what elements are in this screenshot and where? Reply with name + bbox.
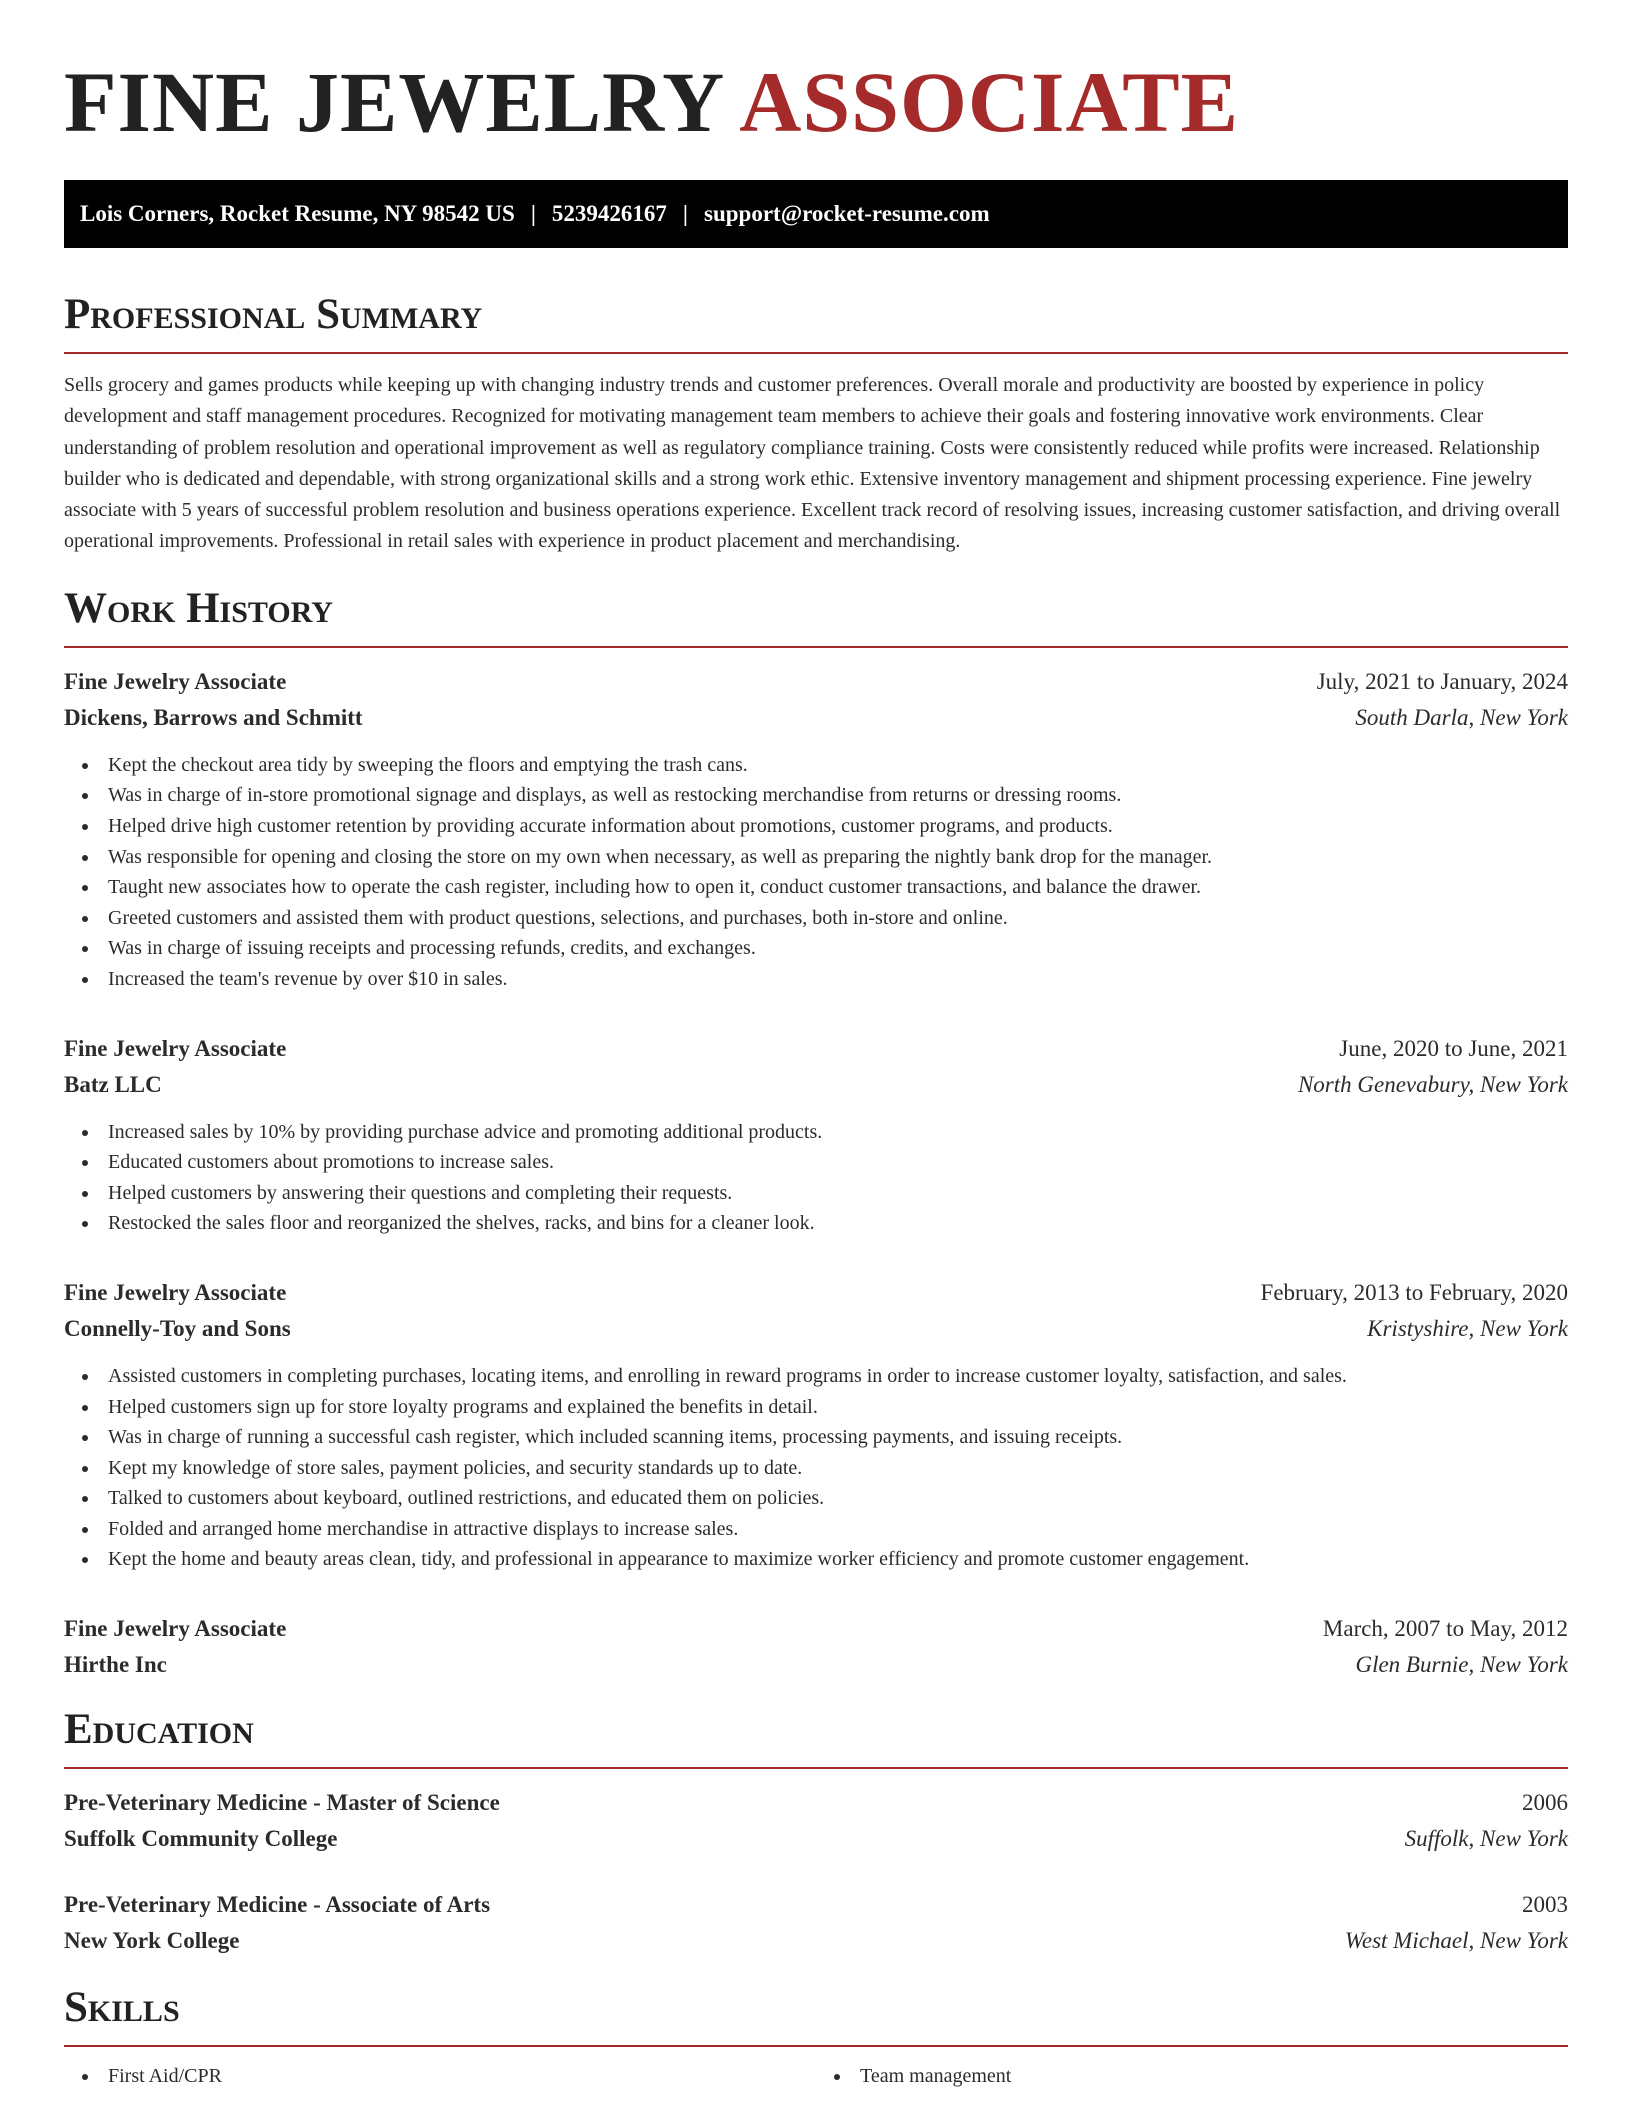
education-section (64, 1705, 1568, 1959)
bullet-item: Restocked the sales floor and reorganized the shelves, racks, and bins for a cleaner look. (64, 1208, 1568, 1239)
job-company: Batz LLC (64, 1071, 162, 1097)
work-history-section (64, 584, 1568, 1683)
job-title: Fine Jewelry Associate (64, 1035, 287, 1061)
bullet-item: Kept the checkout area tidy by sweeping the floors and emptying the trash cans. (64, 750, 1568, 781)
bullet-item: Increased sales by 10% by providing purchase advice and promoting additional products. (64, 1117, 1568, 1148)
title-accent: ASSOCIATE (739, 54, 1239, 150)
summary-heading: Professional Summary (64, 291, 483, 338)
education-entry (64, 1887, 1568, 1959)
job-entry (64, 1611, 1568, 1683)
bullet-item: Kept my knowledge of store sales, payment policies, and security standards up to date. (64, 1453, 1568, 1484)
skills-list (816, 2061, 1568, 2092)
school-name: Suffolk Community College (64, 1826, 338, 1852)
contact-separator: | (682, 201, 688, 226)
skills-list (64, 2061, 816, 2092)
job-bullets (64, 1361, 1568, 1575)
skills-grid (64, 2061, 1568, 2092)
job-title: Fine Jewelry Associate (64, 668, 287, 694)
resume-title (64, 52, 1568, 152)
section-divider (64, 2045, 1568, 2047)
skills-heading: Skills (64, 1984, 180, 2032)
bullet-item: Helped drive high customer retention by providing accurate information about promotions, customer programs, and products. (64, 811, 1568, 842)
job-bullets (64, 1117, 1568, 1239)
title-first: FINE JEWELRY (64, 54, 726, 150)
job-location: Kristyshire, New York (1367, 1315, 1568, 1341)
bullet-item: Increased the team's revenue by over $10 in sales. (64, 964, 1568, 995)
work-history-heading: Work History (64, 584, 333, 632)
job-title: Fine Jewelry Associate (64, 1279, 287, 1305)
education-entry (64, 1785, 1568, 1857)
skills-column-left (64, 2061, 816, 2092)
skill-item: Team management (816, 2061, 1568, 2092)
school-name: New York College (64, 1928, 240, 1954)
bullet-item: Was in charge of issuing receipts and processing refunds, credits, and exchanges. (64, 933, 1568, 964)
bullet-item: Taught new associates how to operate the cash register, including how to open it, conduct customer transactions, and balance the drawer. (64, 872, 1568, 903)
job-location: South Darla, New York (1355, 704, 1568, 730)
job-company: Dickens, Barrows and Schmitt (64, 704, 363, 730)
summary-text: Sells grocery and games products while keeping up with changing industry trends and customer preferences. Overall morale and productivity are boosted by experience in policy development and staff management procedures. Recognized for motivating management team members to achieve their goals and fostering innovative work environments. Clear understanding of problem resolution and operational improvement as well as regulatory compliance training. Costs were consistently reduced while profits were increased. Relationship builder who is dedicated and dependable, with strong organizational skills and a strong work ethic. Extensive inventory management and shipment processing experience. Fine jewelry associate with 5 years of successful problem resolution and business operations experience. Excellent track record of resolving issues, increasing customer satisfaction, and driving overall operational improvements. Professional in retail sales with experience in product placement and merchandising. (64, 374, 1561, 553)
school-location: Suffolk, New York (1404, 1826, 1568, 1852)
bullet-item: Talked to customers about keyboard, outlined restrictions, and educated them on policies. (64, 1483, 1568, 1514)
bullet-item: Educated customers about promotions to increase sales. (64, 1147, 1568, 1178)
contact-bar (64, 180, 1568, 248)
section-divider (64, 646, 1568, 648)
bullet-item: Helped customers sign up for store loyalty programs and explained the benefits in detail. (64, 1392, 1568, 1423)
job-entry (64, 664, 1568, 995)
bullet-item: Assisted customers in completing purchases, locating items, and enrolling in reward programs in order to increase customer loyalty, satisfaction, and sales. (64, 1361, 1568, 1392)
section-divider (64, 1767, 1568, 1769)
bullet-item: Was responsible for opening and closing the store on my own when necessary, as well as preparing the nightly bank drop for the manager. (64, 842, 1568, 873)
job-title: Fine Jewelry Associate (64, 1616, 287, 1642)
education-heading: Education (64, 1706, 254, 1754)
job-company: Connelly-Toy and Sons (64, 1315, 291, 1341)
job-entry (64, 1031, 1568, 1239)
bullet-item: Was in charge of running a successful cash register, which included scanning items, processing payments, and issuing receipts. (64, 1422, 1568, 1453)
degree-year: 2006 (1522, 1790, 1568, 1816)
job-dates: July, 2021 to January, 2024 (1316, 668, 1568, 694)
job-dates: March, 2007 to May, 2012 (1322, 1616, 1568, 1642)
skills-section (64, 1983, 1568, 2092)
summary-section (64, 290, 1568, 558)
job-company: Hirthe Inc (64, 1652, 167, 1678)
contact-phone: 5239426167 (551, 201, 667, 226)
bullet-item: Kept the home and beauty areas clean, tidy, and professional in appearance to maximize worker efficiency and promote customer engagement. (64, 1544, 1568, 1575)
bullet-item: Folded and arranged home merchandise in attractive displays to increase sales. (64, 1514, 1568, 1545)
contact-email: support@rocket-resume.com (704, 201, 990, 226)
skills-column-right (816, 2061, 1568, 2092)
contact-separator: | (530, 201, 536, 226)
degree-title: Pre-Veterinary Medicine - Master of Science (64, 1790, 500, 1816)
bullet-item: Was in charge of in-store promotional signage and displays, as well as restocking merchandise from returns or dressing rooms. (64, 780, 1568, 811)
job-entry (64, 1275, 1568, 1575)
degree-year: 2003 (1522, 1892, 1568, 1918)
job-bullets (64, 750, 1568, 995)
job-dates: February, 2013 to February, 2020 (1260, 1279, 1568, 1305)
job-dates: June, 2020 to June, 2021 (1339, 1035, 1568, 1061)
bullet-item: Helped customers by answering their questions and completing their requests. (64, 1178, 1568, 1209)
bullet-item: Greeted customers and assisted them with product questions, selections, and purchases, both in-store and online. (64, 903, 1568, 934)
skill-item: First Aid/CPR (64, 2061, 816, 2092)
degree-title: Pre-Veterinary Medicine - Associate of Arts (64, 1892, 491, 1918)
job-location: Glen Burnie, New York (1355, 1652, 1568, 1678)
school-location: West Michael, New York (1344, 1928, 1568, 1954)
contact-address: Lois Corners, Rocket Resume, NY 98542 US (80, 201, 515, 226)
section-divider (64, 352, 1568, 354)
job-location: North Genevabury, New York (1297, 1071, 1568, 1097)
